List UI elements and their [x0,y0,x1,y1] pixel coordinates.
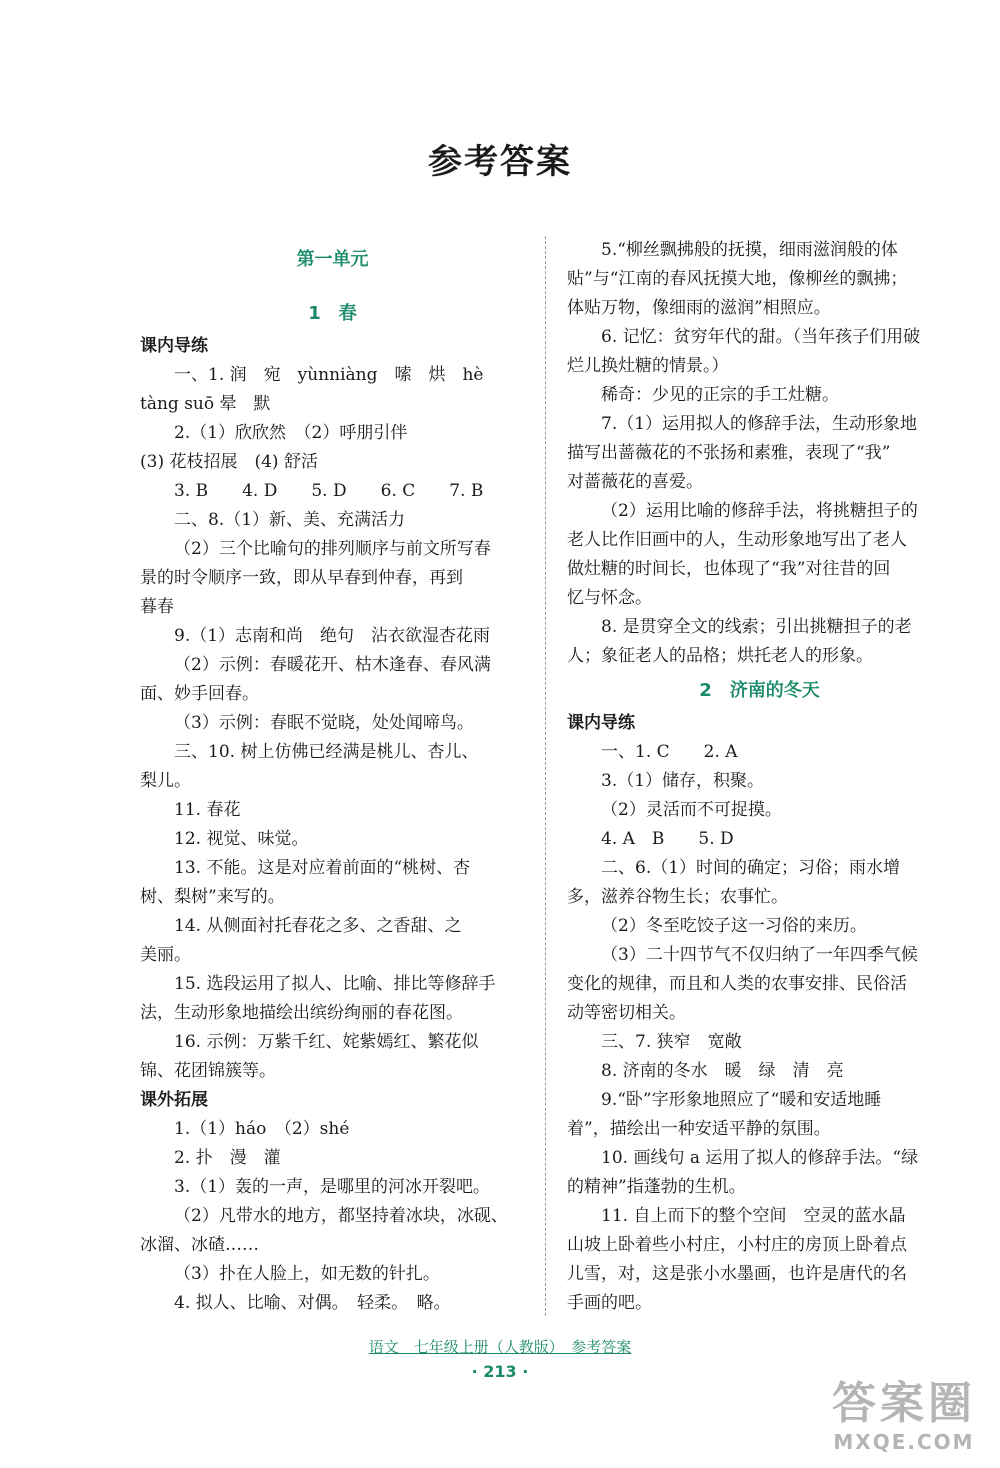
answer-line: 人；象征老人的品格；烘托老人的形象。 [567,646,873,666]
answer-line: 老人比作旧画中的人，生动形象地写出了老人 [567,530,907,550]
answer-line: 1.（1）háo （2）shé [174,1119,350,1139]
answer-line: 山坡上卧着些小村庄，小村庄的房顶上卧着点 [567,1235,907,1255]
answer-line: 10. 画线句 a 运用了拟人的修辞手法。“绿 [601,1148,919,1168]
answer-line: 11. 春花 [174,800,241,820]
answer-line: （3）二十四节气不仅归纳了一年四季气候 [601,945,918,965]
watermark-text: 答案圈 [832,1378,976,1429]
answer-line: （2）灵活而不可捉摸。 [601,800,782,820]
answer-line: 描写出蔷薇花的不张扬和素雅，表现了“我” [567,443,891,463]
answer-line: 一、1. C 2. A [601,742,738,762]
page-title: 参考答案 [428,142,572,182]
answer-line: 着”，描绘出一种安适平静的氛围。 [567,1119,831,1139]
answer-line: 景的时令顺序一致，即从早春到仲春，再到 [140,568,463,588]
lesson-title-1: 1 春 [308,303,357,324]
column-divider [545,236,546,1316]
page-number: · 213 · [471,1362,529,1381]
answer-line: 9.（1）志南和尚 绝句 沾衣欲湿杏花雨 [174,626,491,646]
answer-line: 14. 从侧面衬托春花之多、之香甜、之 [174,916,462,936]
lesson-title-2: 2 济南的冬天 [699,680,820,701]
left-column [140,240,525,1318]
answer-line: 体贴万物，像细雨的滋润”相照应。 [567,298,831,318]
answer-line: 5.“柳丝飘拂般的抚摸，细雨滋润般的体 [601,240,898,260]
answer-line: 烂儿换灶糖的情景。） [567,356,729,376]
section-heading: 课外拓展 [140,1090,208,1110]
answer-line: 变化的规律，而且和人类的农事安排、民俗活 [567,974,907,994]
answer-line: （2）示例：春暖花开、枯木逢春、春风满 [174,655,491,675]
answer-line: 的精神”指蓬勃的生机。 [567,1177,746,1197]
answer-line: 二、8.（1）新、美、充满活力 [174,510,406,530]
section-heading: 课内导练 [567,713,635,733]
watermark-url: MXQE.COM [833,1430,975,1454]
answer-line: 动等密切相关。 [567,1003,686,1023]
answer-line: 美丽。 [140,945,191,965]
answer-line: 贴”与“江南的春风抚摸大地，像柳丝的飘拂； [567,269,908,289]
answer-line: 三、10. 树上仿佛已经满是桃儿、杏儿、 [174,742,479,762]
answer-line: 12. 视觉、味觉。 [174,829,309,849]
answer-line: （2）运用比喻的修辞手法，将挑糖担子的 [601,501,918,521]
answer-line: （2）凡带水的地方，都坚持着冰块，冰砚、 [174,1206,508,1226]
answer-line: 4. 拟人、比喻、对偶。 轻柔。 略。 [174,1293,451,1313]
answer-line: 16. 示例：万紫千红、姹紫嫣红、繁花似 [174,1032,479,1052]
answer-line: (3) 花枝招展 (4) 舒活 [140,452,318,472]
right-column [567,236,952,1318]
unit-title: 第一单元 [296,249,369,270]
answer-line: 8. 济南的冬水 暖 绿 清 亮 [601,1061,844,1081]
answer-line: 6. 记忆：贫穷年代的甜。（当年孩子们用破 [601,327,921,347]
answer-line: 9.“卧”字形象地照应了“暖和安适地睡 [601,1090,882,1110]
answer-line: 树、梨树”来写的。 [140,887,285,907]
answer-line: 锦、花团锦簇等。 [140,1061,276,1081]
answer-line: 2.（1）欣欣然 （2）呼朋引伴 [174,423,408,443]
answer-line: （2）冬至吃饺子这一习俗的来历。 [601,916,867,936]
footer-book-info [0,1336,1000,1357]
answer-line: 3.（1）储存，积聚。 [601,771,765,791]
answer-line: 3.（1）轰的一声，是哪里的河冰开裂吧。 [174,1177,491,1197]
answer-line: 13. 不能。这是对应着前面的“桃树、杏 [174,858,471,878]
answer-line: 一、1. 润 宛 yùnniàng 嗦 烘 hè [174,365,484,385]
answer-line: 儿雪，对，这是张小水墨画，也许是唐代的名 [567,1264,907,1284]
answer-line: tàng suō 晕 默 [140,394,271,414]
answer-line: 做灶糖的时间长，也体现了“我”对往昔的回 [567,559,891,579]
answer-line: 15. 选段运用了拟人、比喻、排比等修辞手 [174,974,496,994]
answer-line: 2. 扑 漫 灌 [174,1148,281,1168]
answer-line: 二、6.（1）时间的确定；习俗；雨水增 [601,858,901,878]
answer-line: 多，滋养谷物生长；农事忙。 [567,887,788,907]
answer-line: 暮春 [140,597,174,617]
answer-line: （2）三个比喻句的排列顺序与前文所写春 [174,539,491,559]
answer-line: 梨儿。 [140,771,191,791]
answer-line: （3）示例：春眠不觉晓，处处闻啼鸟。 [174,713,474,733]
answer-line: 对蔷薇花的喜爱。 [567,472,703,492]
answer-line: 8. 是贯穿全文的线索；引出挑糖担子的老 [601,617,912,637]
answer-line: 稀奇：少见的正宗的手工灶糖。 [601,385,839,405]
answer-line: 面、妙手回春。 [140,684,259,704]
answer-line: 冰溜、冰碴…… [140,1235,259,1255]
answer-line: 3. B 4. D 5. D 6. C 7. B [174,481,484,501]
answer-line: 忆与怀念。 [567,588,652,608]
answer-line: （3）扑在人脸上，如无数的针扎。 [174,1264,440,1284]
section-heading: 课内导练 [140,336,208,356]
answer-line: 三、7. 狭窄 宽敞 [601,1032,742,1052]
answer-line: 4. A B 5. D [601,829,734,849]
footer-text: 语文 七年级上册（人教版） 参考答案 [368,1338,632,1356]
answer-line: 11. 自上而下的整个空间 空灵的蓝水晶 [601,1206,906,1226]
answer-line: 法，生动形象地描绘出缤纷绚丽的春花图。 [140,1003,463,1023]
answer-line: 手画的吧。 [567,1293,652,1313]
answer-line: 7.（1）运用拟人的修辞手法，生动形象地 [601,414,918,434]
watermark-logo [832,1378,976,1454]
